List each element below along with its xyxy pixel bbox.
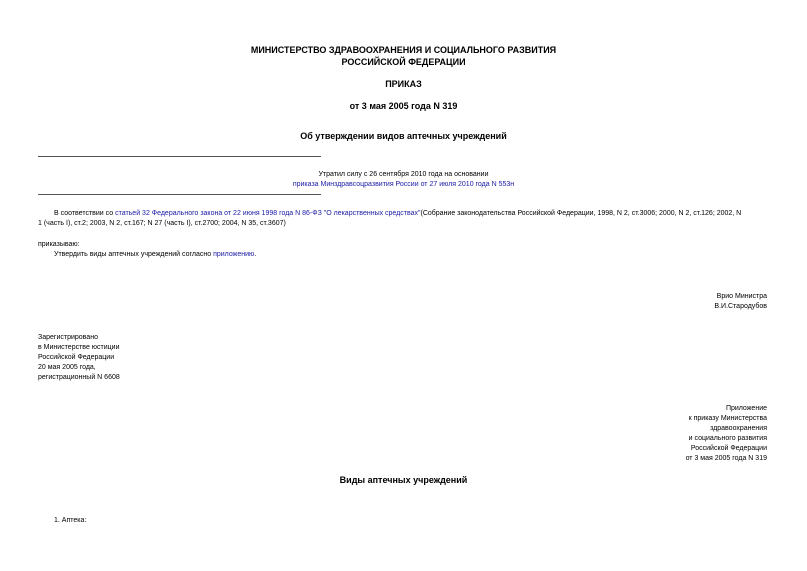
divider-bottom — [38, 194, 321, 195]
divider-top — [38, 156, 321, 157]
signature-position: Врио Министра — [716, 293, 767, 300]
appendix-item-1: 1. Аптека: — [54, 517, 87, 524]
approve-paragraph — [54, 250, 256, 260]
registration-line5: регистрационный N 6608 — [38, 374, 120, 381]
appendix-line4: и социального развития — [688, 435, 767, 442]
order-word: приказываю: — [38, 241, 80, 248]
appendix-line5: Российской Федерации — [690, 445, 767, 452]
preamble-paragraph-line2: 1 (часть I), ст.2; 2003, N 2, ст.167; N 27 (часть I), ст.2700; 2004, N 35, ст.3607) — [38, 220, 286, 227]
registration-line2: в Министерстве юстиции — [38, 344, 120, 351]
document-date: от 3 мая 2005 года N 319 — [349, 101, 458, 111]
appendix-line6: от 3 мая 2005 года N 319 — [685, 455, 767, 462]
preamble-prefix: В соответствии со — [54, 210, 116, 217]
ministry-name-line2: РОССИЙСКОЙ ФЕДЕРАЦИИ — [341, 57, 466, 67]
appendix-line1: Приложение — [725, 405, 767, 412]
preamble-citation: (Собрание законодательства Российской Федерации, 1998, N 2, ст.3006; 2000, N 2, ст.126; 2002, N — [420, 210, 742, 217]
document-title: Об утверждении видов аптечных учреждений — [300, 131, 507, 141]
appendix-title: Виды аптечных учреждений — [339, 475, 468, 485]
appendix-line3: здравоохранения — [710, 425, 767, 432]
preamble-paragraph-line1 — [54, 209, 741, 219]
repeal-note: Утратил силу с 26 сентября 2010 года на основании — [318, 171, 489, 178]
ministry-name-line1: МИНИСТЕРСТВО ЗДРАВООХРАНЕНИЯ И СОЦИАЛЬНОГО РАЗВИТИЯ — [250, 45, 557, 55]
document-type: ПРИКАЗ — [385, 79, 422, 89]
registration-line3: Российской Федерации — [38, 354, 115, 361]
registration-line1: Зарегистрировано — [38, 334, 98, 341]
appendix-link[interactable]: приложению — [213, 251, 255, 258]
registration-line4: 20 мая 2005 года, — [38, 364, 96, 371]
repeal-order-link[interactable]: приказа Минздравсоцразвития России от 27 июля 2010 года N 553н — [292, 181, 515, 188]
approve-suffix: . — [254, 251, 257, 258]
law-article-link[interactable]: статьей 32 Федерального закона от 22 июня 1998 года N 86-ФЗ "О лекарственных средствах" — [115, 210, 421, 217]
signature-name: В.И.Стародубов — [714, 303, 767, 310]
approve-prefix: Утвердить виды аптечных учреждений согласно — [54, 251, 214, 258]
appendix-line2: к приказу Министерства — [688, 415, 767, 422]
